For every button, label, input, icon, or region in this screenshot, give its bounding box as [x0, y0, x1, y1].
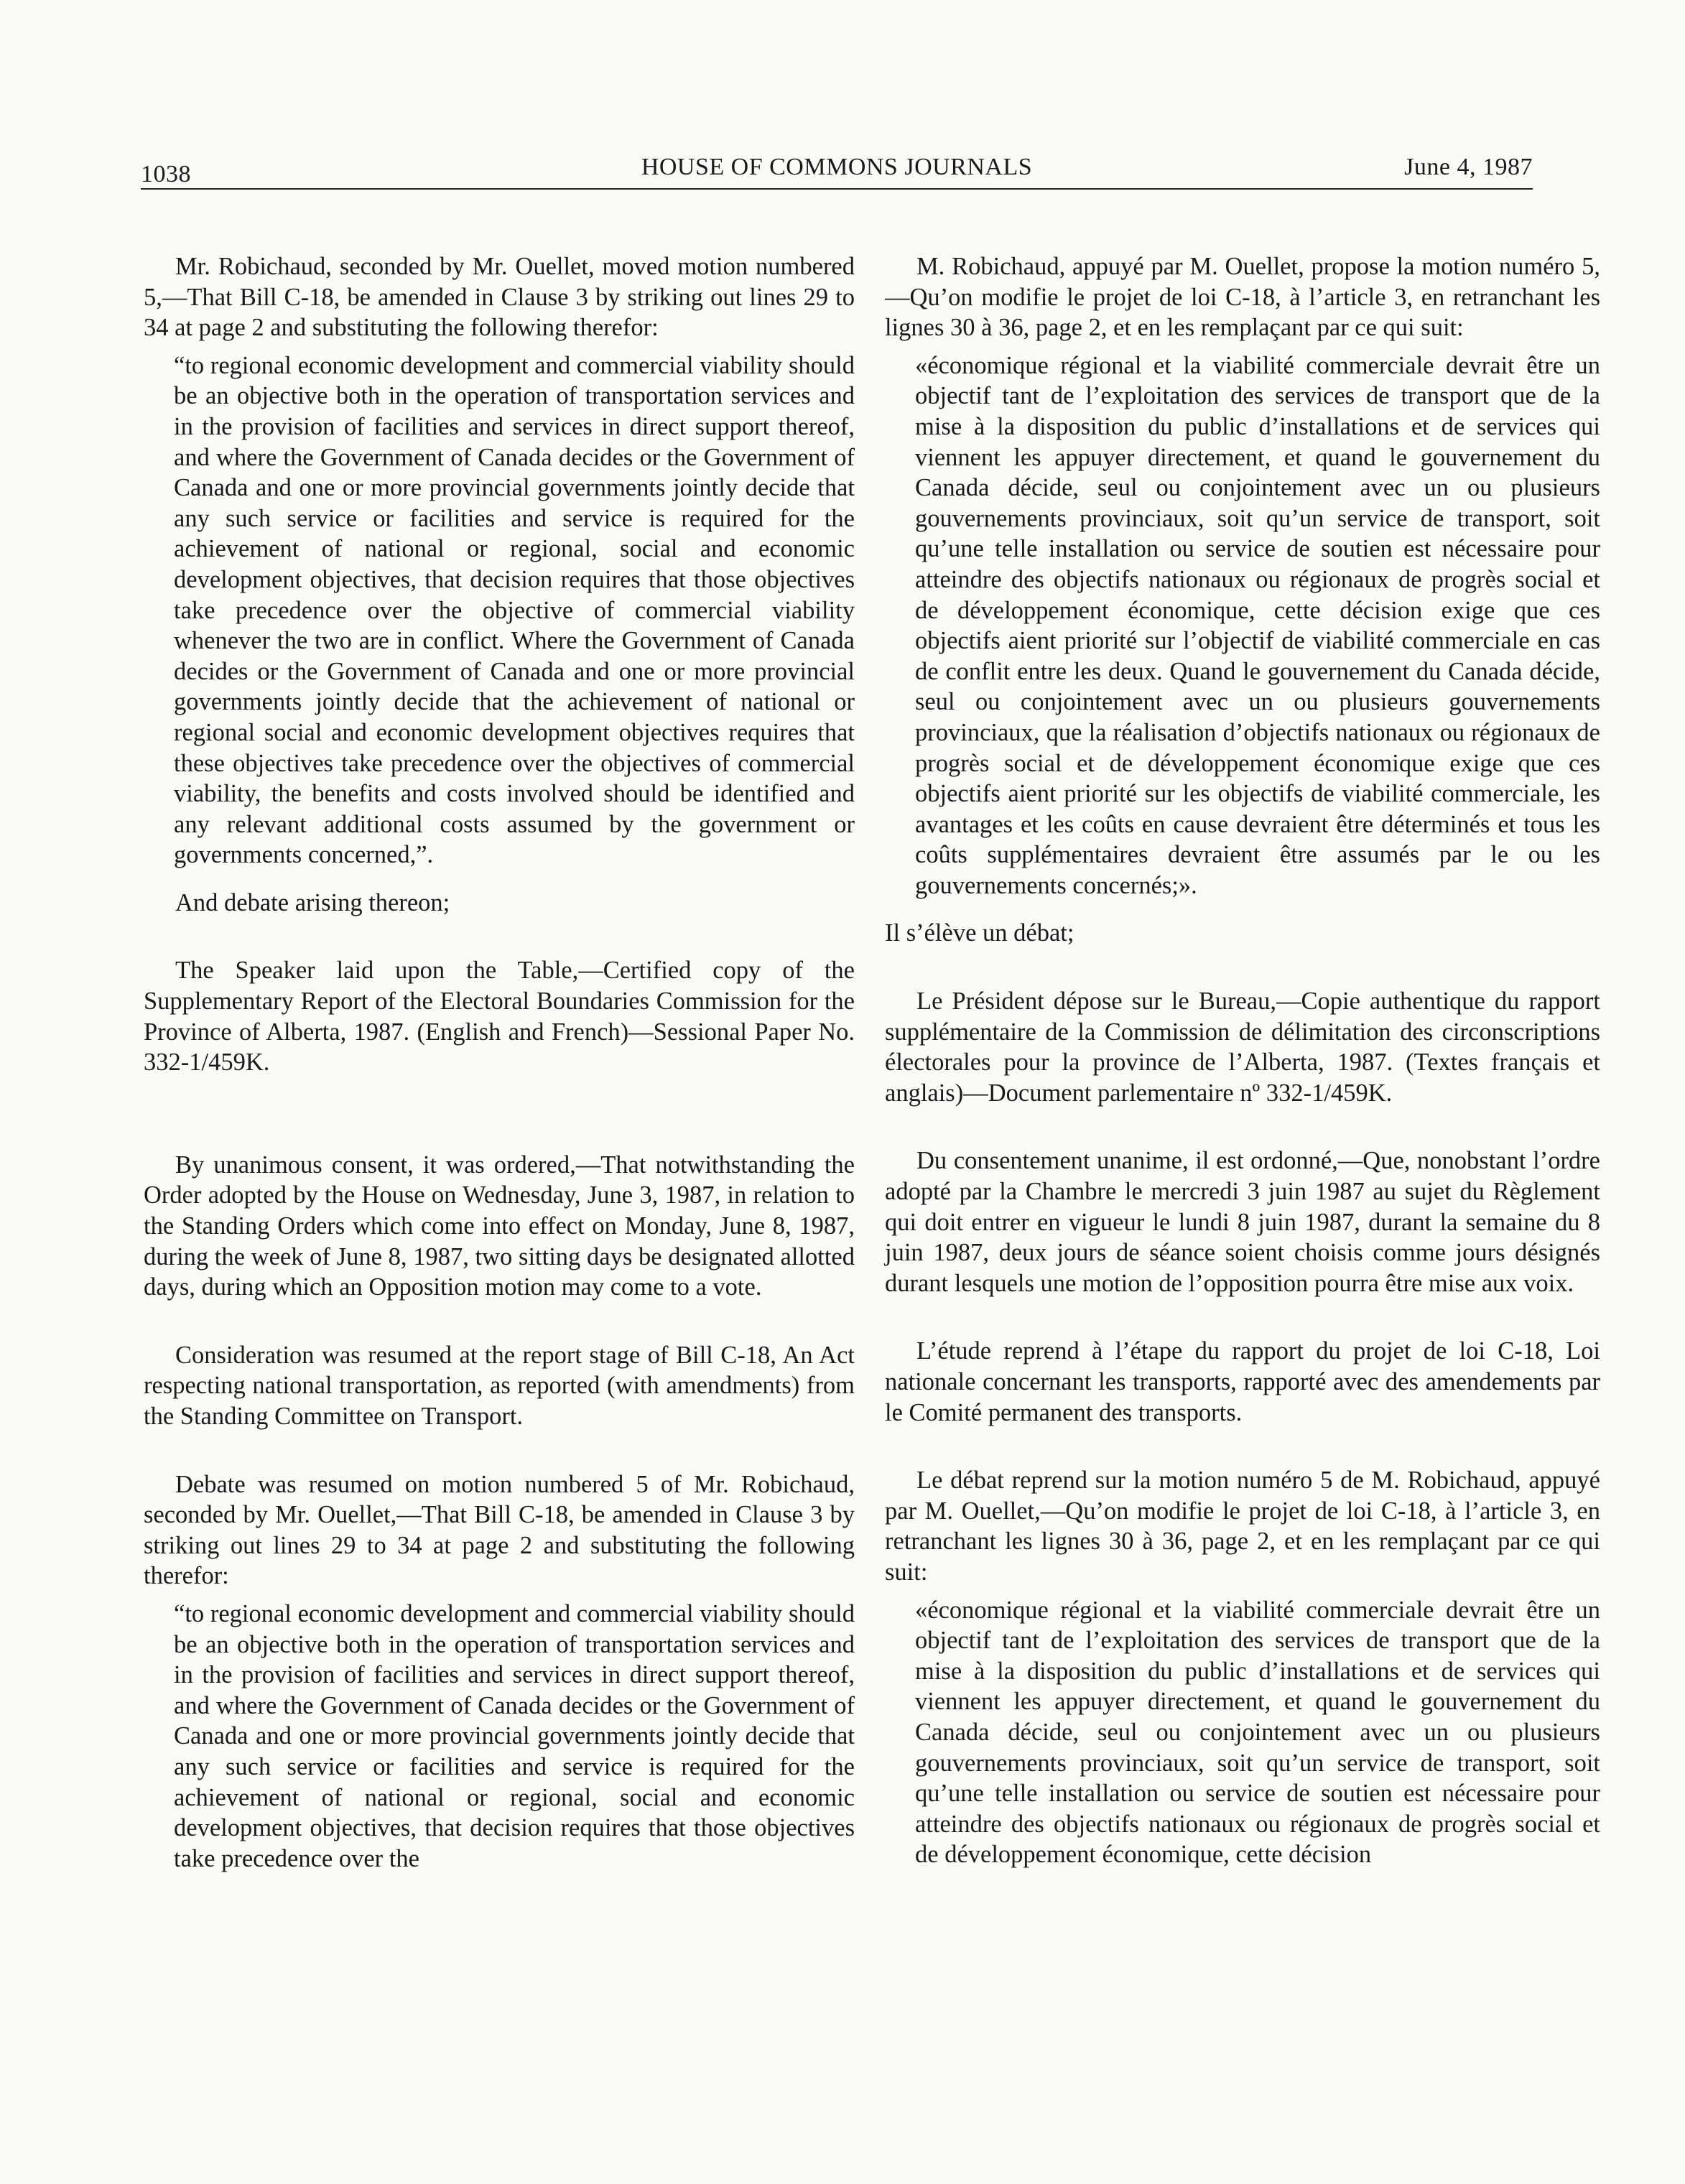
page-number: 1038 [141, 161, 191, 187]
journal-title: HOUSE OF COMMONS JOURNALS [641, 154, 1033, 180]
motion-paragraph-en: Mr. Robichaud, seconded by Mr. Ouellet, moved motion numbered 5,—That Bill C-18, be amended in Clause 3 by striking out lines 29 to 34 at page 2 and substituting the following therefor: [144, 253, 855, 342]
amendment-quote-2-fr: «économique régional et la viabilité commerciale devrait être un objectif tant de l’exploitation des services de transport que de la mise à la disposition du public d’installations et de services qui viennent les appuyer directement, et quand le gouvernement du Canada décide, seul ou conjointement avec un ou plusieurs gouvernements provinciaux, soit qu’un service de transport, soit qu’une telle installation ou service de soutien est nécessaire pour atteindre des objectifs nationaux ou régionaux de progrès social et de développement économique, cette décision [915, 1596, 1600, 1869]
unanimous-consent-paragraph-en: By unanimous consent, it was ordered,—That notwithstanding the Order adopted by the House on Wednesday, June 3, 1987, in relation to the Standing Orders which come into effect on Monday, June 8, 1987, during the week of June 8, 1987, two sitting days be designated allotted days, during which an Opposition motion may come to a vote. [144, 1151, 855, 1301]
amendment-quote-en: “to regional economic development and commercial viability should be an objective both in the operation of transportation services and in the provision of facilities and services in direct support thereof, and where the Government of Canada decides or the Government of Canada and one or more provincial governments jointly decide that any such service or facilities and service is required for the achievement of national or regional, social and economic development objectives, that decision requires that those objectives take precedence over the objective of commercial viability whenever the two are in conflict. Where the Government of Canada decides or the Government of Canada and one or more provincial governments jointly decide that the achievement of national or regional social and economic development objectives requires that these objectives take precedence over the objectives of commercial viability, the benefits and costs involved should be identified and any relevant additional costs assumed by the government or governments concerned,”. [174, 351, 855, 869]
speaker-paragraph-en: The Speaker laid upon the Table,—Certified copy of the Supplementary Report of the Electoral Boundaries Commission for the Province of Alberta, 1987. (English and French)—Sessional Paper No. 332-1/459K. [144, 957, 855, 1077]
consideration-paragraph-fr: L’étude reprend à l’étape du rapport du projet de loi C-18, Loi nationale concernant les transports, rapporté avec des amendements par le Comité permanent des transports. [885, 1337, 1600, 1426]
amendment-quote-2-en: “to regional economic development and commercial viability should be an objective both in the operation of transportation services and in the provision of facilities and services in direct support thereof, and where the Government of Canada decides or the Government of Canada and one or more provincial governments jointly decide that any such service or facilities and service is required for the achievement of national or regional, social and economic development objectives, that decision requires that those objectives take precedence over the [174, 1599, 855, 1872]
motion-paragraph-fr: M. Robichaud, appuyé par M. Ouellet, propose la motion numéro 5,—Qu’on modifie le projet de loi C-18, à l’article 3, en retranchant les lignes 30 à 36, page 2, et en les remplaçant par ce qui suit: [885, 253, 1600, 342]
header-rule [141, 188, 1533, 190]
debate-resumed-paragraph-en: Debate was resumed on motion numbered 5 of Mr. Robichaud, seconded by Mr. Ouellet,—That Bill C-18, be amended in Clause 3 by striking out lines 29 to 34 at page 2 and substituting the following therefor: [144, 1470, 855, 1590]
journal-date: June 4, 1987 [1404, 154, 1533, 180]
english-column [144, 251, 855, 1874]
debate-paragraph-en: And debate arising thereon; [175, 888, 450, 916]
french-column [885, 251, 1600, 1870]
unanimous-consent-paragraph-fr: Du consentement unanime, il est ordonné,—Que, nonobstant l’ordre adopté par la Chambre le mercredi 3 juin 1987 au sujet du Règlement qui doit entrer en vigueur le lundi 8 juin 1987, durant la semaine du 8 juin 1987, deux jours de séance soient choisis comme jours désignés durant lesquels une motion de l’opposition pourra être mise aux voix. [885, 1147, 1600, 1297]
amendment-quote-fr: «économique régional et la viabilité commerciale devrait être un objectif tant de l’exploitation des services de transport que de la mise à la disposition du public d’installations et de services qui viennent les appuyer directement, et quand le gouvernement du Canada décide, seul ou conjointement avec un ou plusieurs gouvernements provinciaux, soit qu’un service de transport, soit qu’une telle installation ou service de soutien est nécessaire pour atteindre des objectifs nationaux ou régionaux de progrès social et de développement économique, cette décision exige que ces objectifs aient priorité sur l’objectif de viabilité commerciale en cas de conflit entre les deux. Quand le gouvernement du Canada décide, seul ou conjointement avec un ou plusieurs gouvernements provinciaux, que la réalisation d’objectifs nationaux ou régionaux de progrès social et de développement économique exige que ces objectifs aient priorité sur les objectifs de viabilité commerciale, les avantages et les coûts en cause devraient être déterminés et tous les coûts supplémentaires devraient être assumés par le ou les gouvernements concernés;». [915, 351, 1600, 899]
debate-paragraph-fr: Il s’élève un débat; [885, 919, 1074, 947]
page-header [141, 154, 1533, 188]
consideration-paragraph-en: Consideration was resumed at the report stage of Bill C-18, An Act respecting national transportation, as reported (with amendments) from the Standing Committee on Transport. [144, 1341, 855, 1430]
speaker-paragraph-fr: Le Président dépose sur le Bureau,—Copie authentique du rapport supplémentaire de la Commission de délimitation des circonscriptions électorales pour la province de l’Alberta, 1987. (Textes français et anglais)—Document parlementaire nº 332-1/459K. [885, 988, 1600, 1107]
debate-resumed-paragraph-fr: Le débat reprend sur la motion numéro 5 de M. Robichaud, appuyé par M. Ouellet,—Qu’on modifie le projet de loi C-18, à l’article 3, en retranchant les lignes 30 à 36, page 2, et en les remplaçant par ce qui suit: [885, 1467, 1600, 1586]
